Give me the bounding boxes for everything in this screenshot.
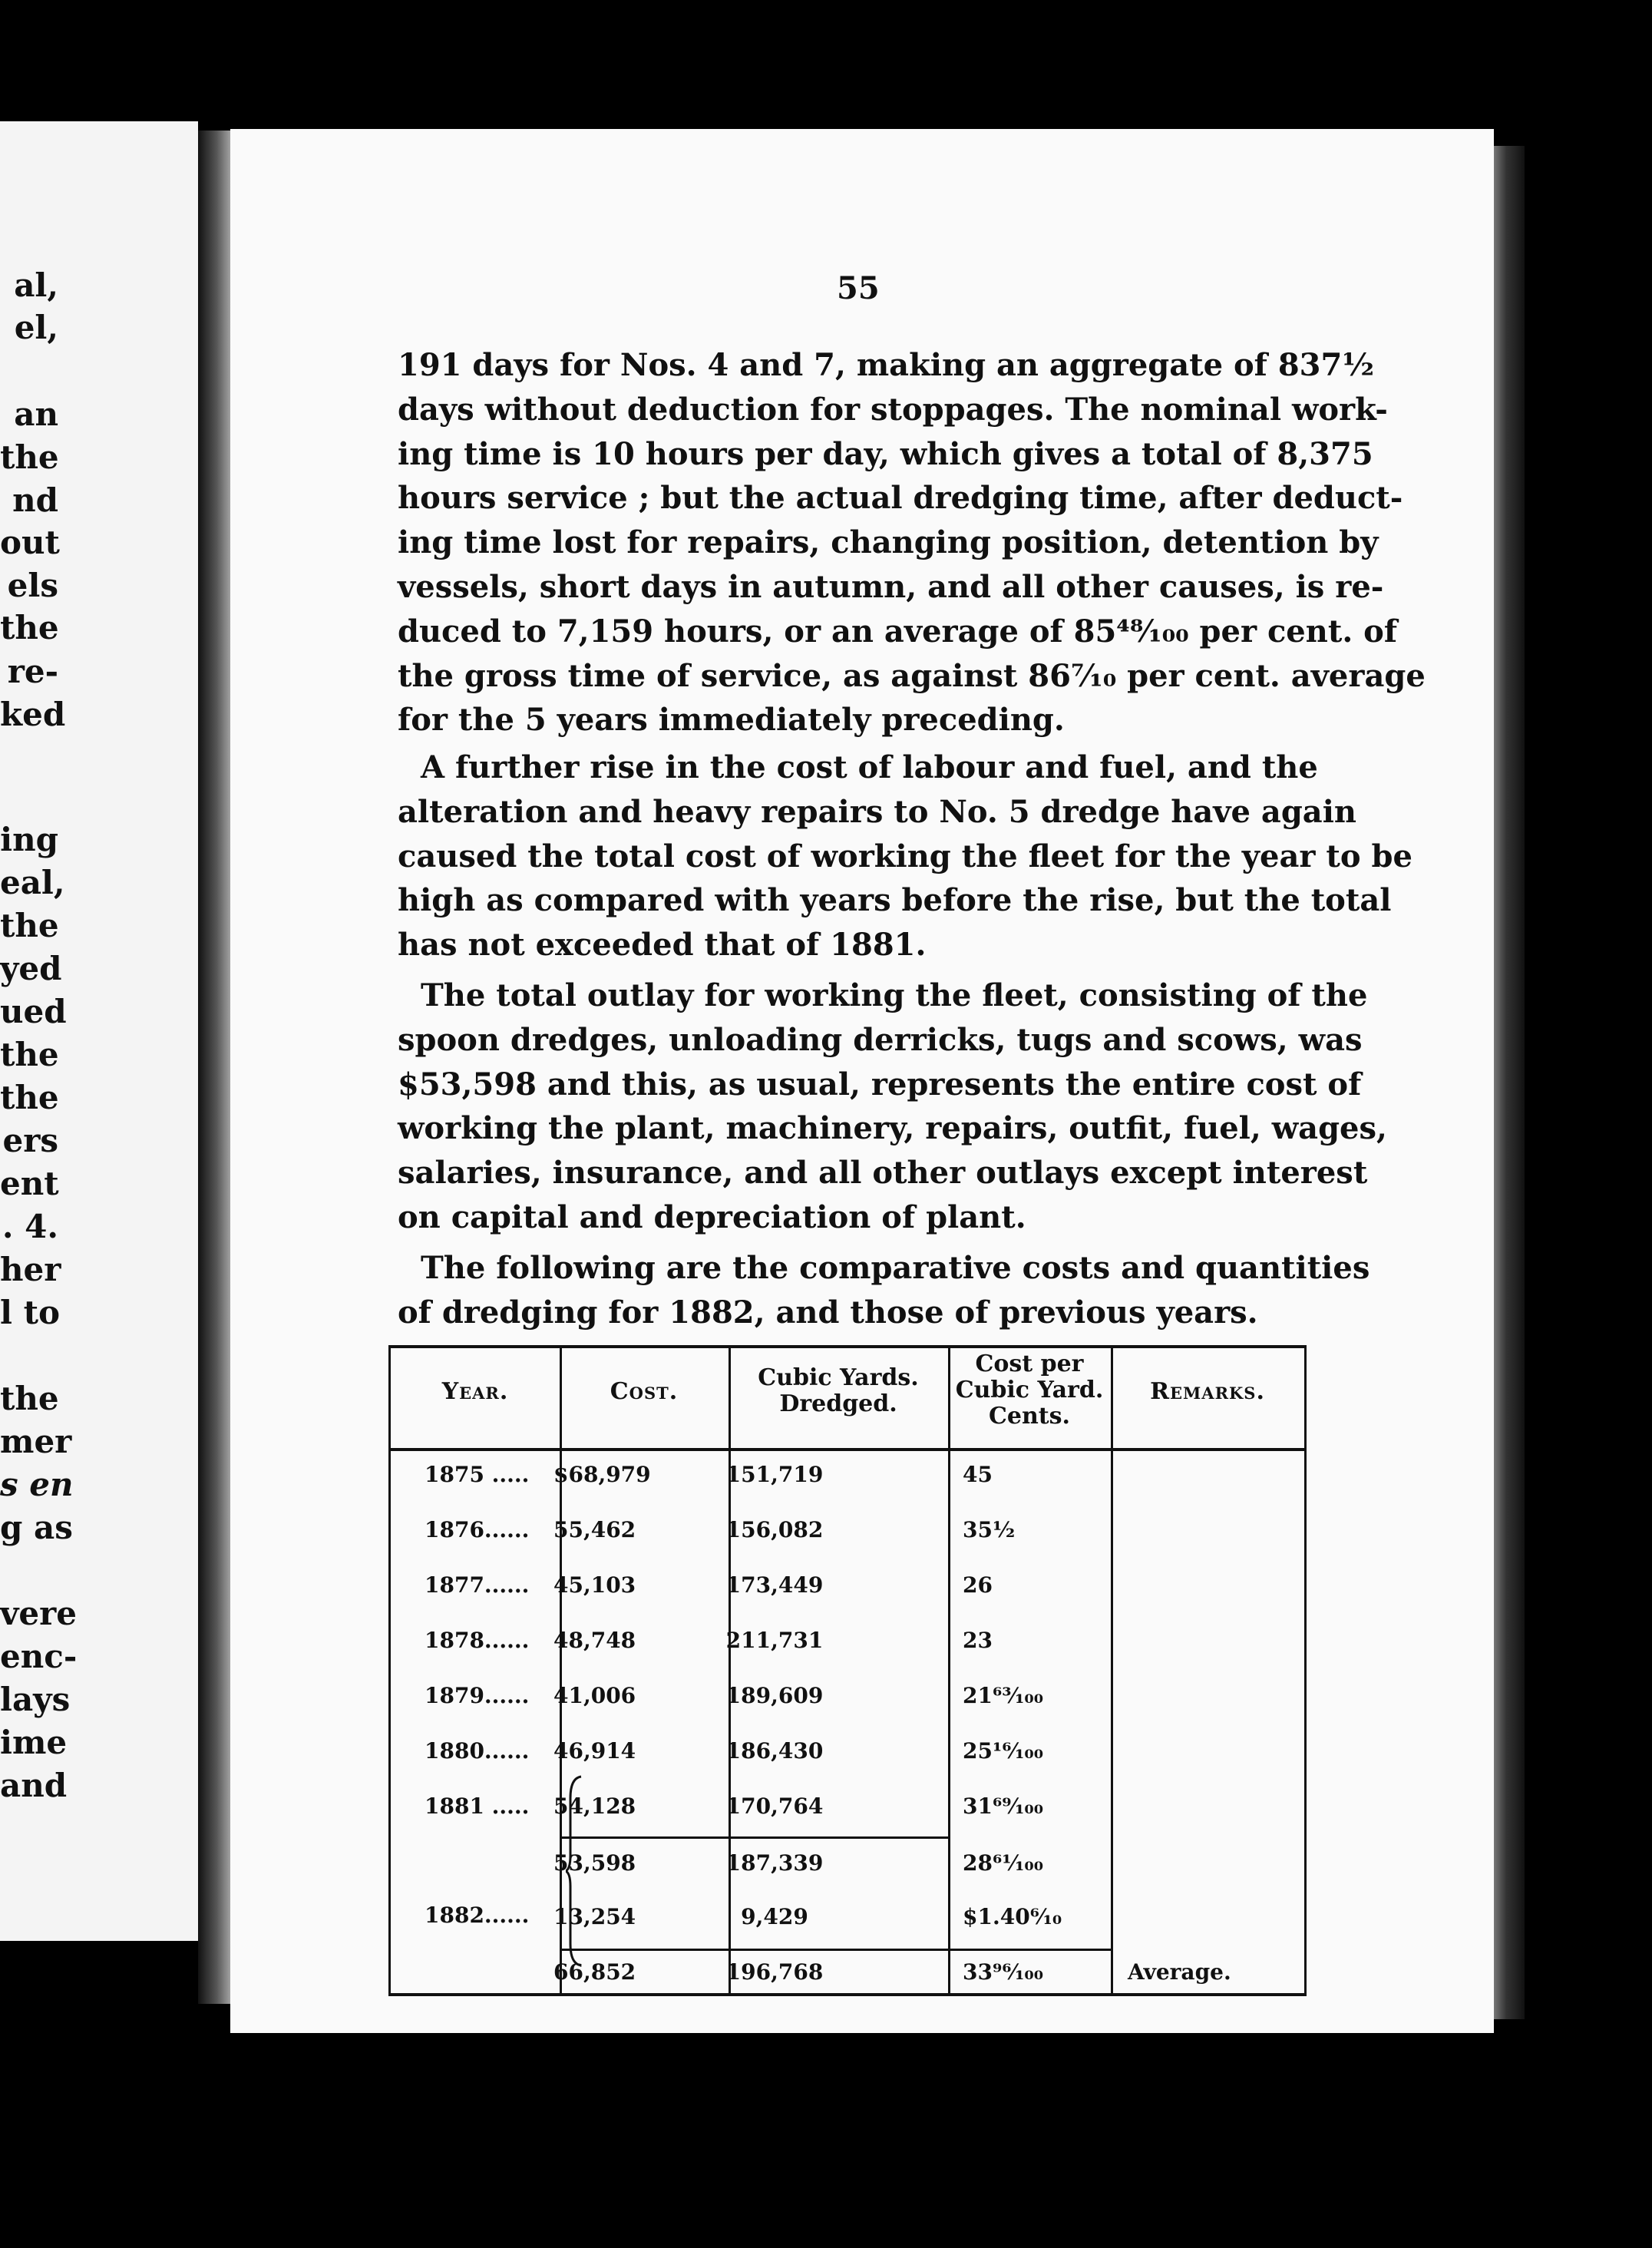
cubic-yards-cell: 187,339 [725, 1850, 824, 1876]
cost-cell: 53,598 [553, 1850, 636, 1876]
cost-per-yard-cell: 26 [963, 1572, 993, 1598]
header-rule [391, 1448, 1304, 1451]
header-line: Cubic Yards. [758, 1364, 919, 1391]
left-text-fragment: els [7, 567, 58, 604]
text-line: duced to 7,159 hours, or an average of 85⁴⁸⁄₁₀₀ per cent. of [398, 613, 1398, 650]
year-cell: 1882...... [425, 1903, 530, 1928]
cost-per-yard-cell: 28⁶¹⁄₁₀₀ [963, 1850, 1043, 1876]
paragraph-1 [398, 343, 1426, 742]
left-text-fragment: nd [12, 481, 58, 519]
cost-per-yard-cell: 31⁶⁹⁄₁₀₀ [963, 1793, 1043, 1819]
paragraph-4 [398, 1246, 1370, 1335]
table-divider [560, 1348, 562, 1993]
cost-per-yard-cell: 45 [963, 1462, 993, 1487]
cost-cell: 13,254 [553, 1904, 636, 1929]
left-text-fragment: ked [0, 696, 66, 733]
cost-per-yard-cell: 25¹⁶⁄₁₀₀ [963, 1738, 1043, 1764]
page-edge [1494, 146, 1525, 2019]
cost-per-yard-cell: 21⁶³⁄₁₀₀ [963, 1683, 1043, 1708]
text-line: ing time lost for repairs, changing position, detention by [398, 524, 1379, 561]
cost-cell: 48,748 [553, 1628, 636, 1653]
text-line: for the 5 years immediately preceding. [398, 702, 1065, 739]
year-cell: 1880...... [425, 1738, 530, 1764]
brace-1882 [566, 1775, 583, 1967]
text-line: The total outlay for working the fleet, consisting of the [421, 977, 1368, 1013]
left-text-fragment: eal, [0, 864, 65, 901]
year-cell: 1879...... [425, 1683, 530, 1708]
text-line: on capital and depreciation of plant. [398, 1198, 1026, 1235]
cubic-yards-cell: 189,609 [725, 1683, 824, 1708]
cubic-yards-cell: 196,768 [725, 1959, 824, 1985]
cubic-yards-cell: 156,082 [725, 1517, 824, 1542]
remarks-cell: Average. [1128, 1959, 1231, 1985]
left-text-fragment: lays [0, 1681, 71, 1718]
left-text-fragment: the [0, 609, 59, 646]
table-divider [1111, 1348, 1113, 1993]
text-line: salaries, insurance, and all other outlays except interest [398, 1155, 1368, 1192]
left-text-fragment: the [0, 438, 59, 476]
header-line: Cubic Yard. [955, 1377, 1104, 1403]
left-text-fragment: vere [0, 1595, 77, 1632]
table-divider [948, 1348, 950, 1993]
cost-cell: 54,128 [553, 1793, 636, 1819]
left-text-fragment: and [0, 1767, 68, 1804]
text-line: vessels, short days in autumn, and all other causes, is re- [398, 568, 1384, 605]
left-text-fragment: l to [0, 1294, 60, 1331]
text-line: working the plant, machinery, repairs, outfit, fuel, wages, [398, 1110, 1387, 1147]
left-text-fragment: el, [14, 309, 58, 346]
year-cell: 1881 ..... [425, 1793, 530, 1819]
total-rule [560, 1949, 1111, 1951]
text-line: days without deduction for stoppages. The nominal work- [398, 391, 1388, 428]
cost-per-yard-cell: 23 [963, 1628, 993, 1653]
cost-cell: 66,852 [553, 1959, 636, 1985]
left-text-fragment: yed [0, 950, 62, 987]
cubic-yards-cell: 9,429 [741, 1904, 808, 1929]
left-text-fragment: enc- [0, 1638, 78, 1675]
left-text-fragment: g as [0, 1509, 73, 1546]
paragraph-2 [398, 745, 1412, 967]
text-line: high as compared with years before the rise, but the total [398, 882, 1392, 919]
subtotal-rule [560, 1836, 948, 1839]
left-text-fragment: an [14, 395, 58, 433]
left-text-fragment: mer [0, 1423, 72, 1460]
left-text-fragment: out [0, 524, 60, 561]
year-cell: 1876...... [425, 1517, 530, 1542]
left-text-fragment: ing [0, 821, 58, 858]
cost-cell: 55,462 [553, 1517, 636, 1542]
text-line: A further rise in the cost of labour and fuel, and the [421, 749, 1318, 785]
text-line: The following are the comparative costs and quantities [421, 1250, 1370, 1286]
left-text-fragment: the [0, 1036, 59, 1073]
cubic-yards-cell: 173,449 [725, 1572, 824, 1598]
text-line: caused the total cost of working the fleet for the year to be [398, 838, 1412, 874]
header-year: Year. [441, 1378, 509, 1405]
left-text-fragment: ued [0, 993, 67, 1030]
left-text-fragment: . 4. [2, 1208, 58, 1245]
text-line: hours service ; but the actual dredging time, after deduct- [398, 480, 1403, 517]
page-number: 55 [837, 270, 880, 306]
cost-cell: 46,914 [553, 1738, 636, 1764]
text-line: the gross time of service, as against 86⁷⁄₁₀ per cent. average [398, 657, 1426, 694]
cubic-yards-cell: 211,731 [725, 1628, 824, 1653]
cost-per-yard-cell: 35½ [963, 1517, 1016, 1542]
left-text-fragment: the [0, 1380, 59, 1417]
year-cell: 1875 ..... [425, 1462, 530, 1487]
dredging-cost-table [388, 1345, 1307, 1996]
header-remarks: Remarks. [1150, 1378, 1265, 1405]
text-line: $53,598 and this, as usual, represents the entire cost of [398, 1066, 1362, 1103]
text-line: alteration and heavy repairs to No. 5 dredge have again [398, 793, 1357, 830]
left-text-fragment: the [0, 1079, 59, 1116]
table-divider [729, 1348, 731, 1993]
text-line: has not exceeded that of 1881. [398, 927, 927, 964]
cost-per-yard-cell: $1.40⁶⁄₁₀ [963, 1904, 1062, 1929]
paragraph-3 [398, 974, 1387, 1240]
left-text-fragment: s en [0, 1466, 74, 1503]
text-line: 191 days for Nos. 4 and 7, making an aggregate of 837½ [398, 347, 1375, 383]
cost-cell: $68,979 [553, 1462, 651, 1487]
header-line: Cents. [989, 1403, 1070, 1430]
left-text-fragment: ent [0, 1165, 59, 1202]
left-text-fragment: al, [14, 266, 58, 304]
text-line: spoon dredges, unloading derricks, tugs and scows, was [398, 1021, 1363, 1058]
year-cell: 1878...... [425, 1628, 530, 1653]
left-text-fragment: ime [0, 1724, 68, 1761]
header-cost: Cost. [610, 1378, 679, 1405]
year-cell: 1877...... [425, 1572, 530, 1598]
header-line: Dredged. [779, 1390, 897, 1417]
cubic-yards-cell: 186,430 [725, 1738, 824, 1764]
cost-cell: 41,006 [553, 1683, 636, 1708]
left-text-fragment: the [0, 907, 59, 944]
header-cubic-yards [729, 1365, 948, 1417]
left-text-fragment: ers [2, 1122, 58, 1159]
cost-per-yard-cell: 33⁹⁶⁄₁₀₀ [963, 1959, 1043, 1985]
cost-cell: 45,103 [553, 1572, 636, 1598]
text-line: ing time is 10 hours per day, which gives a total of 8,375 [398, 435, 1373, 472]
cubic-yards-cell: 170,764 [725, 1793, 824, 1819]
header-line: Cost per [975, 1350, 1084, 1377]
cubic-yards-cell: 151,719 [725, 1462, 824, 1487]
header-cost-per-yard [948, 1351, 1111, 1430]
left-page-text [0, 121, 198, 1941]
text-line: of dredging for 1882, and those of previous years. [398, 1294, 1258, 1331]
left-text-fragment: her [0, 1251, 61, 1288]
left-text-fragment: re- [7, 653, 58, 690]
left-page-fragment [0, 121, 198, 1941]
